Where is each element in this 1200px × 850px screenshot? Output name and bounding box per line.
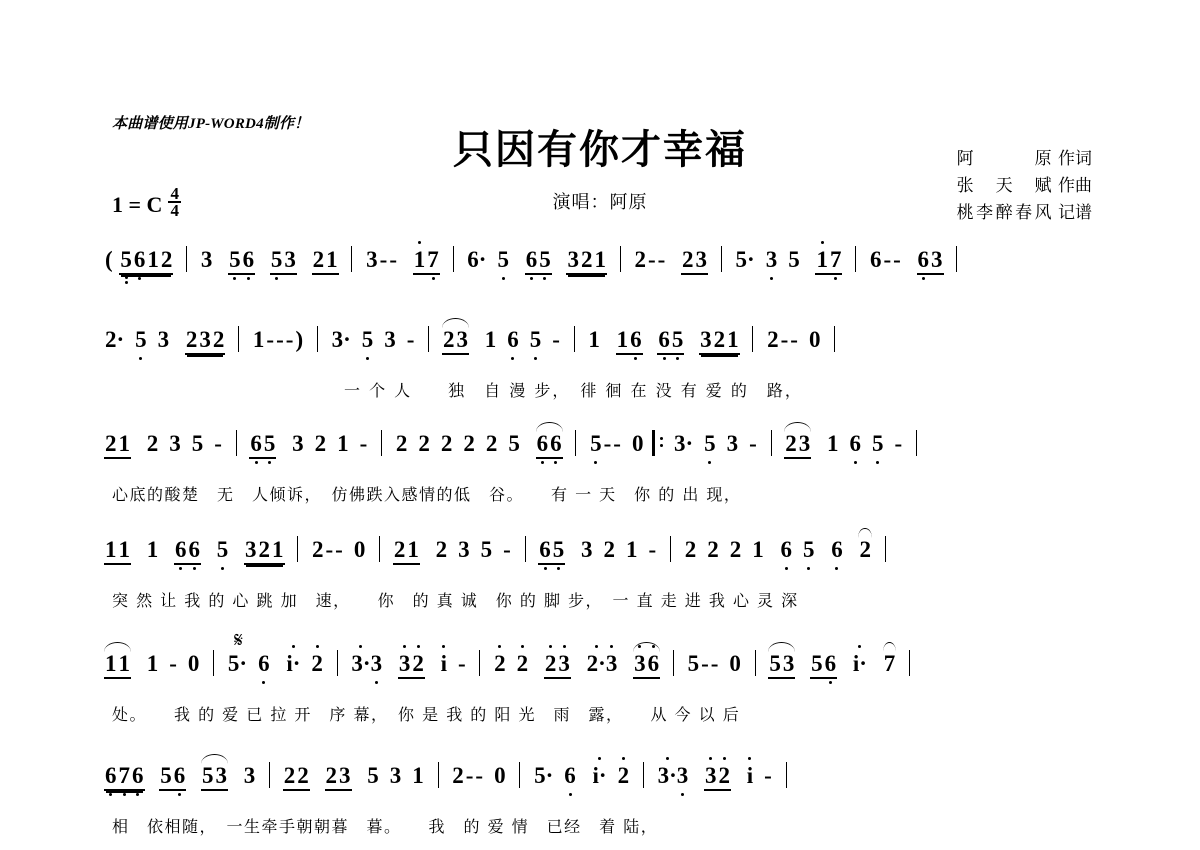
credit-transcriber: [956, 200, 1092, 227]
key-signature: [112, 186, 181, 218]
note-group: 11: [104, 537, 131, 565]
note: 2: [684, 537, 697, 562]
note: 6: [507, 327, 519, 352]
note: 0: [729, 651, 741, 676]
page-title: 只因有你才幸福: [453, 127, 747, 173]
note: 1: [146, 651, 159, 676]
lyrics-line-5: 处。 我 的 爱 已 拉 开 序 幕， 你 是 我 的 阳 光 雨 露， 从 今 以 后: [112, 705, 741, 724]
note-group: 32: [398, 651, 425, 679]
note: 2·: [586, 651, 606, 676]
note-group: 23: [325, 763, 352, 791]
note-group: 66: [536, 431, 563, 459]
music-system-6: [104, 762, 1104, 848]
barline: [519, 762, 520, 788]
notation-line-5: 11 1 - 0 5· 6 i· 2 3·3 32 i - 2 2 23 2·3 36 5-- 0 53 56 i· 7: [104, 650, 1104, 696]
note: 3: [384, 327, 396, 352]
time-signature-denominator: 4: [170, 201, 179, 220]
note: 5: [704, 431, 716, 456]
note: 3: [458, 537, 470, 562]
barline: [909, 650, 910, 676]
note-group: 5612: [119, 247, 173, 275]
music-system-4: [104, 536, 1104, 622]
credit-composer-role: 作曲: [1058, 176, 1092, 196]
note: 2: [485, 431, 498, 456]
barline: [428, 326, 429, 352]
note-group: 23: [544, 651, 571, 679]
barline: [721, 246, 722, 272]
barline: [620, 246, 621, 272]
note-group: 676: [104, 763, 145, 791]
lyrics-line-6: 相 依相随， 一生牵手朝朝暮 暮。 我 的 爱 情 已经 着 陆，: [112, 817, 659, 836]
note: 1: [146, 537, 159, 562]
barline: [752, 326, 753, 352]
note-group: 321: [699, 327, 740, 355]
barline: [479, 650, 480, 676]
note: 2: [516, 651, 529, 676]
note: 6: [831, 537, 843, 562]
note: 0: [631, 431, 644, 456]
notation-line-6: 676 56 53 3 22 23 5 3 1 2-- 0 5· 6 i· 2 3·3 32 i -: [104, 762, 1104, 808]
note-group: 23: [681, 247, 708, 275]
note: 3: [726, 431, 739, 456]
note: 2: [707, 537, 719, 562]
note: 1: [752, 537, 764, 562]
note: 6: [564, 763, 576, 788]
note-group: 53: [201, 763, 228, 791]
barline: [337, 650, 338, 676]
note: 2: [435, 537, 448, 562]
note: 5: [872, 431, 884, 456]
lyrics-line-4: 突 然 让 我 的 心 跳 加 速， 你 的 真 诚 你 的 脚 步， 一 直 走 进 我 心 灵 深: [112, 591, 799, 610]
note: 2: [634, 247, 646, 272]
barline: [238, 326, 239, 352]
note-group: 21: [312, 247, 339, 275]
note: 5·: [227, 651, 248, 676]
note: 2: [395, 431, 408, 456]
barline: [643, 762, 644, 788]
barline: [956, 246, 957, 272]
maker-note: 本曲谱使用JP-WORD4制作！: [112, 116, 310, 132]
credit-lyricist-name: 阿 原: [956, 149, 1052, 169]
barline: [351, 246, 352, 272]
note: 2: [314, 431, 327, 456]
credit-transcriber-role: 记谱: [1058, 203, 1092, 223]
time-signature-numerator: 4: [170, 184, 179, 203]
barline: [771, 430, 772, 456]
note: 5: [135, 327, 147, 352]
singer-label: 演唱：阿原: [552, 192, 648, 213]
note: 3·: [351, 651, 371, 676]
note-group: 63: [917, 247, 944, 275]
note: 3·: [657, 763, 677, 788]
barline: [379, 536, 380, 562]
barline: [186, 246, 187, 272]
note-group: 65: [657, 327, 684, 355]
note: 0: [494, 763, 506, 788]
barline: [381, 430, 382, 456]
note: 0: [187, 651, 200, 676]
barline: [885, 536, 886, 562]
note-group: 56: [810, 651, 837, 679]
notation-line-4: 11 1 66 5 321 2-- 0 21 2 3 5 - 65 3 2 1 - 2 2 2 1 6 5 6 2: [104, 536, 1104, 582]
note: 5: [802, 537, 815, 562]
lyrics-line-2: 一 个 人 独 自 漫 步， 徘 徊 在 没 有 爱 的 路，: [344, 381, 803, 400]
note: 3: [765, 247, 778, 272]
key-label: 1 = C: [112, 192, 163, 217]
note-group: 65: [538, 537, 565, 565]
credit-composer-name: 张 天 赋: [956, 176, 1052, 196]
barline: [673, 650, 674, 676]
note: 5: [367, 763, 379, 788]
note-group: 16: [616, 327, 643, 355]
note: 2: [418, 431, 430, 456]
barline: [453, 246, 454, 272]
note: 1: [626, 537, 638, 562]
credit-composer: [956, 173, 1092, 200]
note: 3: [200, 247, 213, 272]
paren-close: ): [295, 327, 304, 352]
music-system-3: [104, 430, 1104, 516]
barline: [317, 326, 318, 352]
note: i·: [592, 763, 607, 788]
note: 2·: [105, 327, 125, 352]
note: 1: [827, 431, 839, 456]
note: 2: [452, 763, 464, 788]
note-group: 321: [244, 537, 285, 565]
note: 5: [529, 327, 542, 352]
note-group: 2: [858, 537, 872, 563]
note: 2: [617, 763, 630, 788]
note: 3: [581, 537, 593, 562]
segno-icon: 𝄋: [234, 628, 244, 652]
credits-block: [956, 146, 1092, 227]
barline: [834, 326, 835, 352]
note: 3: [366, 247, 378, 272]
note: i·: [852, 651, 867, 676]
note-group: 17: [815, 247, 842, 275]
barline: [786, 762, 787, 788]
note: 1: [588, 327, 600, 352]
note: i: [746, 763, 754, 788]
note-group: 21: [393, 537, 420, 565]
note-group: 53: [270, 247, 297, 275]
note: 2: [767, 327, 779, 352]
repeat-start-sign: [652, 430, 662, 456]
time-signature: [168, 186, 181, 218]
note: 3: [389, 763, 402, 788]
note: 6: [780, 537, 792, 562]
note-group: 32: [704, 763, 731, 791]
note-group: 65: [525, 247, 552, 275]
note-group: 65: [249, 431, 276, 459]
note-group: 53: [768, 651, 795, 679]
note: i·: [286, 651, 301, 676]
note: 5·: [735, 247, 755, 272]
barline: [916, 430, 917, 456]
note-group: 23: [442, 327, 469, 355]
barline: [438, 762, 439, 788]
notation-line-2: 2· 5 3 232 1---) 3· 5 3 - 23 1 6 5 - 1 16 65 321 2-- 0: [104, 326, 1104, 372]
note: 2: [312, 537, 324, 562]
lyrics-line-3: 心底的酸楚 无 人倾诉， 仿佛跌入感情的低 谷。 有 一 天 你 的 出 现，: [112, 485, 742, 504]
note: i: [440, 651, 447, 676]
note: 5·: [534, 763, 554, 788]
note: 3: [169, 431, 181, 456]
note-group: 66: [174, 537, 201, 565]
note: 5: [480, 537, 493, 562]
notation-line-1: ( 5612 3 56 53 21 3-- 17 6· 5 65 321 2-- 23 5· 3 5 17 6-- 63: [104, 246, 1104, 292]
note: 1: [484, 327, 497, 352]
notation-line-3: 21 2 3 5 - 65 3 2 1 - 2 2 2 2 2 5 66 5-- 0 3· 5 3 - 23 1 6 5 -: [104, 430, 1104, 476]
note-group: 17: [413, 247, 440, 275]
note: 3: [157, 327, 170, 352]
note-group: 321: [566, 247, 607, 275]
barline: [213, 650, 214, 676]
barline: [297, 536, 298, 562]
note: 6: [258, 651, 270, 676]
note: 0: [353, 537, 366, 562]
paren-open: (: [105, 247, 113, 272]
note: 5: [508, 431, 520, 456]
barline: [755, 650, 756, 676]
note: 2: [311, 651, 323, 676]
barline: [525, 536, 526, 562]
barline: [855, 246, 856, 272]
note: 1: [412, 763, 424, 788]
credit-transcriber-name: 桃李醉春风: [956, 203, 1052, 223]
note: 5: [216, 537, 229, 562]
note: 0: [808, 327, 821, 352]
note-group: 56: [228, 247, 255, 275]
note-group: 21: [104, 431, 131, 459]
note: 1: [252, 327, 265, 352]
note: 3·: [673, 431, 694, 456]
credit-lyricist-role: 作词: [1058, 149, 1092, 169]
note: 6·: [467, 247, 487, 272]
note: 5: [687, 651, 700, 676]
note: 5: [497, 247, 509, 272]
credit-lyricist: [956, 146, 1092, 173]
note-group: 36: [633, 651, 660, 679]
note-group: 22: [283, 763, 310, 791]
note: 3·: [331, 327, 351, 352]
note: 6: [849, 431, 862, 456]
note-group: 232: [185, 327, 226, 355]
note: 2: [146, 431, 159, 456]
barline: [236, 430, 237, 456]
note: 6: [869, 247, 882, 272]
note-group: 56: [159, 763, 186, 791]
note: 5: [788, 247, 800, 272]
note: 2: [729, 537, 742, 562]
note: 2: [463, 431, 475, 456]
note: 2: [494, 651, 506, 676]
note: 1: [337, 431, 349, 456]
note: 3: [292, 431, 304, 456]
note: 2: [603, 537, 616, 562]
music-system-1: [104, 246, 1104, 332]
barline: [574, 326, 575, 352]
note: 5: [361, 327, 374, 352]
note-group: 11: [104, 651, 131, 679]
music-system-5: [104, 628, 1104, 736]
barline: [269, 762, 270, 788]
note: 3: [243, 763, 256, 788]
note: 5: [590, 431, 602, 456]
note: 2: [440, 431, 453, 456]
note-group: 7: [883, 651, 897, 677]
barline: [575, 430, 576, 456]
music-system-2: [104, 326, 1104, 412]
note-group: 23: [784, 431, 811, 459]
note: 5: [191, 431, 204, 456]
barline: [670, 536, 671, 562]
